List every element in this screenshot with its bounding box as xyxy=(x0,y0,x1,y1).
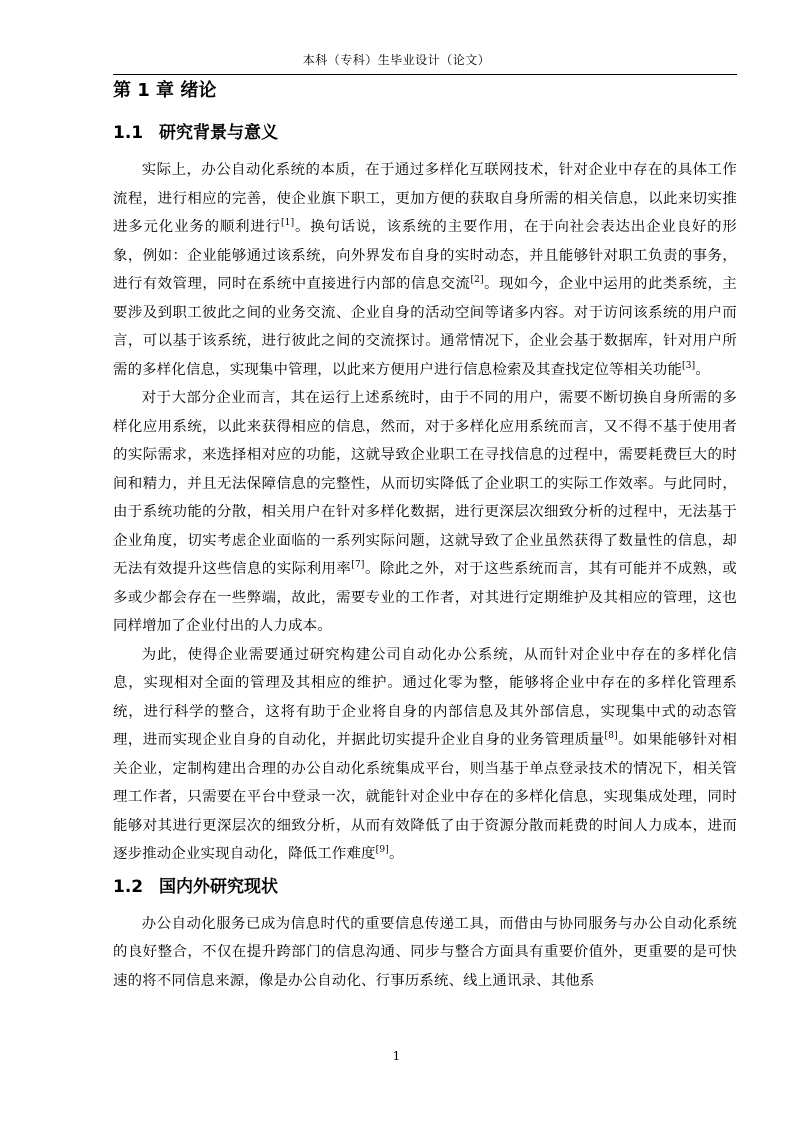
document-body xyxy=(113,78,737,995)
running-header: 本科（专科）生毕业设计（论文） xyxy=(302,53,491,67)
body-paragraph xyxy=(113,910,737,996)
section-title xyxy=(113,869,737,910)
sections-container xyxy=(113,115,737,995)
citation-ref: [1] xyxy=(280,218,295,229)
section-title-text: 国内外研究现状 xyxy=(159,876,278,897)
section-number: 1.2 xyxy=(113,876,144,897)
paragraph-text: 。如果能够针对相关企业，定制构建出合理的办公自动化系统集成平台，则当基于单点登录技术的情况下，相关管理工作者，只需要在平台中登录一次，就能针对企业中存在的多样化信息，实现集成处理，同时能够对其进行更深层次的细致分析，从而有效降低了由于资源分散而耗费的时间人力成本，进而逐步推动企业实现自动化，降低工作难度 xyxy=(113,732,737,862)
citation-ref: [8] xyxy=(604,731,618,742)
body-paragraph xyxy=(113,641,737,869)
paragraph-text: 实际上，办公自动化系统的本质，在于通过多样化互联网技术，针对企业中存在的具体工作流程，进行相应的完善，使企业旗下职工，更加方便的获取自身所需的相关信息，以此来切实推进多元化业务的顺利进行 xyxy=(113,162,737,235)
page-number: 1 xyxy=(392,1049,401,1063)
paragraph-text: 。换句话说，该系统的主要作用，在于向社会表达出企业良好的形象，例如：企业能够通过该系统，向外界发布自身的实时动态，并且能够针对职工负责的事务，进行有效管理，同时在系统中直接进行内部的信息交流 xyxy=(113,219,738,292)
paragraph-text: 。除此之外，对于这些系统而言，其有可能并不成熟，或多或少都会存在一些弊端，故此，需要专业的工作者，对其进行定期维护及其相应的管理，这也同样增加了企业付出的人力成本。 xyxy=(113,561,737,634)
header-rule xyxy=(113,74,737,75)
citation-ref: [7] xyxy=(351,560,365,571)
paragraph-text: 。现如今，企业中运用的此类系统，主要涉及到职工彼此之间的业务交流、企业自身的活动空间等诸多内容。对于访问该系统的用户而言，可以基于该系统，进行彼此之间的交流探讨。通常情况下，企业会基于数据库，针对用户所需的多样化信息，实现集中管理，以此来方便用户进行信息检索及其查找定位等相关功能 xyxy=(113,276,737,378)
citation-ref: [9] xyxy=(375,845,389,856)
paragraph-text: 办公自动化服务已成为信息时代的重要信息传递工具，而借由与协同服务与办公自动化系统的良好整合，不仅在提升跨部门的信息沟通、同步与整合方面具有重要价值外，更重要的是可快速的将不同信息来源，像是办公自动化、行事历系统、线上通讯录、其他系 xyxy=(113,915,737,989)
paragraph-text: 。 xyxy=(389,846,404,862)
citation-ref: [3] xyxy=(682,360,696,371)
chapter-title: 第 1 章 绪论 xyxy=(113,80,217,101)
citation-ref: [2] xyxy=(470,275,484,286)
paragraph-text: 。 xyxy=(695,361,710,378)
section-title xyxy=(113,115,737,156)
paragraph-text: 对于大部分企业而言，其在运行上述系统时，由于不同的用户，需要不断切换自身所需的多样化应用系统，以此来获得相应的信息，然而，对于多样化应用系统而言，又不得不基于使用者的实际需求，来选择相对应的功能，这就导致企业职工在寻找信息的过程中，需要耗费巨大的时间和精力，并且无法保障信息的完整性，从而切实降低了企业职工的实际工作效率。与此同时，由于系统功能的分散，相关用户在针对多样化数据，进行更深层次细致分析的过程中，无法基于企业角度，切实考虑企业面临的一系列实际问题，这就导致了企业虽然获得了数量性的信息，却无法有效提升这些信息的实际利用率 xyxy=(113,390,737,577)
body-paragraph xyxy=(113,156,737,384)
section-title-text: 研究背景与意义 xyxy=(159,123,278,143)
paragraph-text: 为此，使得企业需要通过研究构建公司自动化办公系统，从而针对企业中存在的多样化信息，实现相对全面的管理及其相应的维护。通过化零为整，能够将企业中存在的多样化管理系统，进行科学的整合，这将有助于企业将自身的内部信息及其外部信息，实现集中式的动态管理，进而实现企业自身的自动化，并据此切实提升企业自身的业务管理质量 xyxy=(113,646,737,748)
section-number: 1.1 xyxy=(113,123,144,143)
body-paragraph xyxy=(113,384,737,641)
